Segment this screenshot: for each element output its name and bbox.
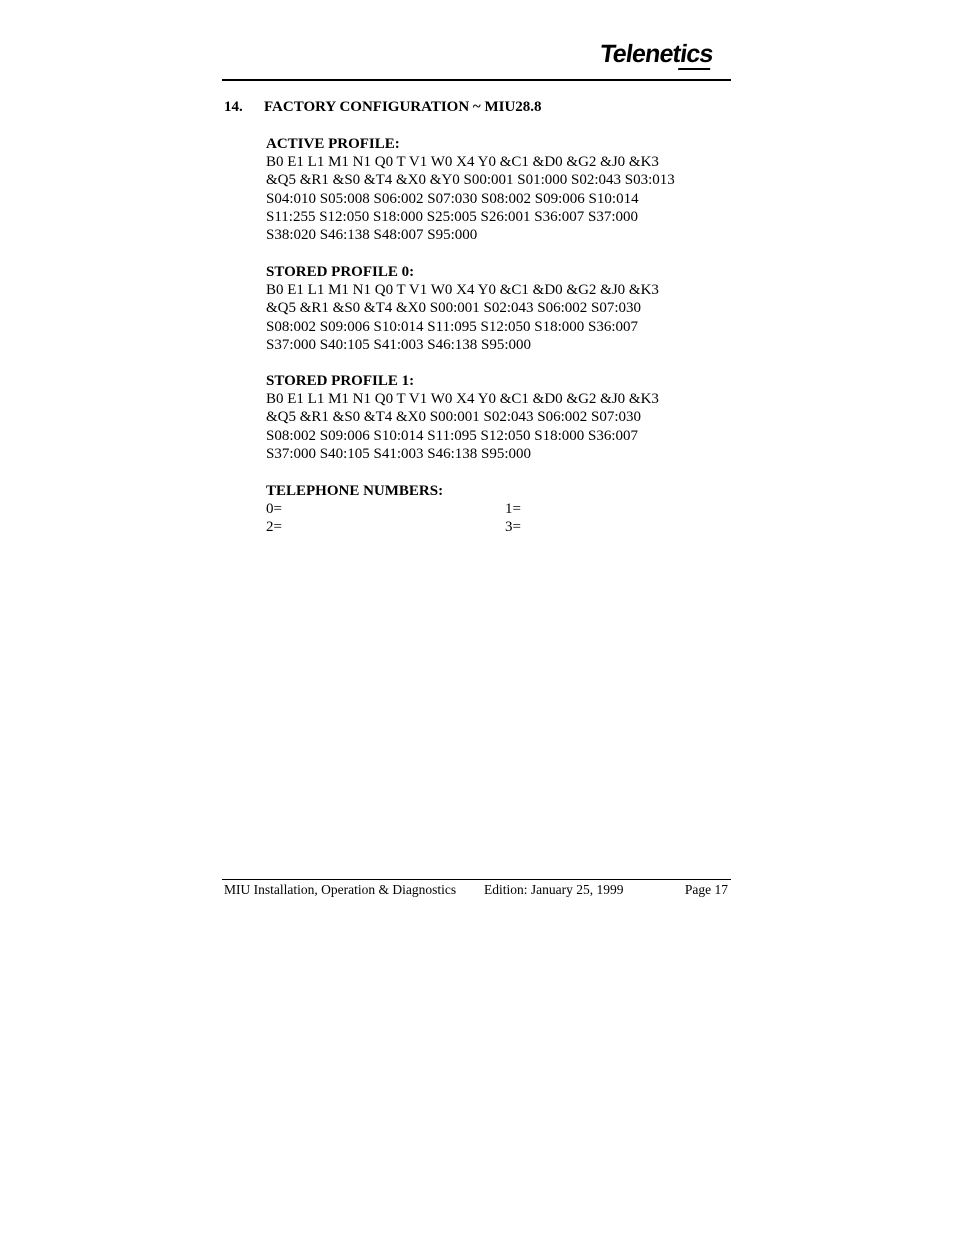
active-profile-block xyxy=(266,135,675,244)
telephone-row xyxy=(266,518,521,536)
active-profile-line: S04:010 S05:008 S06:002 S07:030 S08:002 S09:006 S10:014 xyxy=(266,190,639,207)
footer-edition: Edition: January 25, 1999 xyxy=(484,882,624,897)
telenetics-logo xyxy=(598,38,734,70)
footer-document-title: MIU Installation, Operation & Diagnostics xyxy=(224,882,457,897)
telephone-number-3: 3= xyxy=(505,519,521,536)
active-profile-line: &Q5 &R1 &S0 &T4 &X0 &Y0 S00:001 S01:000 S02:043 S03:013 xyxy=(266,172,675,189)
stored-profile-0-label: STORED PROFILE 0: xyxy=(266,264,415,280)
footer-page-number: Page 17 xyxy=(684,882,728,897)
telephone-row xyxy=(266,500,521,518)
stored-profile-1-line: S37:000 S40:105 S41:003 S46:138 S95:000 xyxy=(266,445,532,462)
stored-profile-0-block xyxy=(266,263,659,354)
stored-profile-0-line: B0 E1 L1 M1 N1 Q0 T V1 W0 X4 Y0 &C1 &D0 &G2 &J0 &K3 xyxy=(266,282,659,299)
stored-profile-0-line: &Q5 &R1 &S0 &T4 &X0 S00:001 S02:043 S06:002 S07:030 xyxy=(266,300,642,317)
stored-profile-1-line: S08:002 S09:006 S10:014 S11:095 S12:050 S18:000 S36:007 xyxy=(266,427,639,444)
telephone-number-1: 1= xyxy=(505,501,521,518)
logo-text-main: Telenet xyxy=(598,40,683,68)
stored-profile-1-line: B0 E1 L1 M1 N1 Q0 T V1 W0 X4 Y0 &C1 &D0 &G2 &J0 &K3 xyxy=(266,391,659,408)
telephone-number-2: 2= xyxy=(266,519,282,536)
header-rule xyxy=(222,79,731,81)
footer-rule xyxy=(222,879,731,880)
active-profile-label: ACTIVE PROFILE: xyxy=(266,136,400,152)
section-title: FACTORY CONFIGURATION ~ MIU28.8 xyxy=(264,99,542,115)
page-footer xyxy=(224,881,730,899)
stored-profile-1-label: STORED PROFILE 1: xyxy=(266,373,415,389)
section-number: 14. xyxy=(224,99,243,115)
telephone-numbers-block xyxy=(266,482,521,537)
telephone-numbers-label: TELEPHONE NUMBERS: xyxy=(266,483,444,499)
telephone-number-0: 0= xyxy=(266,501,282,518)
active-profile-line: S38:020 S46:138 S48:007 S95:000 xyxy=(266,227,478,244)
section-heading xyxy=(224,98,542,116)
logo-text-accent: ics xyxy=(678,40,715,68)
stored-profile-0-line: S37:000 S40:105 S41:003 S46:138 S95:000 xyxy=(266,336,532,353)
active-profile-line: B0 E1 L1 M1 N1 Q0 T V1 W0 X4 Y0 &C1 &D0 &G2 &J0 &K3 xyxy=(266,154,659,171)
stored-profile-1-line: &Q5 &R1 &S0 &T4 &X0 S00:001 S02:043 S06:002 S07:030 xyxy=(266,409,642,426)
stored-profile-1-block xyxy=(266,372,659,463)
stored-profile-0-line: S08:002 S09:006 S10:014 S11:095 S12:050 S18:000 S36:007 xyxy=(266,318,639,335)
active-profile-line: S11:255 S12:050 S18:000 S25:005 S26:001 S36:007 S37:000 xyxy=(266,208,639,225)
